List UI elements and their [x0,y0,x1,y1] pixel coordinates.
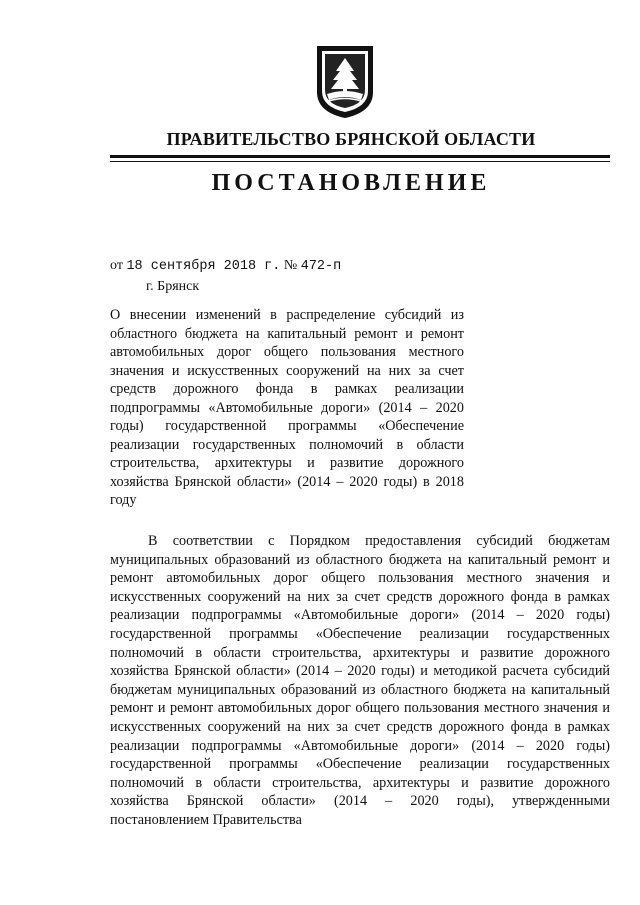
date-prefix: от [110,258,123,273]
document-body: В соответствии с Порядком предоставления субсидий бюджетам муниципальных образований из областного бюджета на капитальный ремонт и ремонт автомобильных дорог общего пользования местного значения и искусственных сооружений на них за счет средств дорожного фонда в рамках реализации подпрограммы «Автомобильные дороги» (2014 – 2020 годы) государственной программы «Обеспечение реализации государственных полномочий в области строительства, архитектуры и развитие дорожного хозяйства Брянской области» (2014 – 2020 годы) и методикой расчета субсидий бюджетам муниципальных образований из областного бюджета на капитальный ремонт и ремонт автомобильных дорог общего пользования местного значения и искусственных сооружений на них за счет средств дорожного фонда в рамках реализации подпрограммы «Автомобильные дороги» (2014 – 2020 годы) государственной программы «Обеспечение реализации государственных полномочий в области строительства, архитектуры и развитие дорожного хозяйства Брянской области» (2014 – 2020 годы), утвержденными постановлением Правительства [110,533,610,828]
document-city: г. Брянск [146,279,200,294]
government-title: ПРАВИТЕЛЬСТВО БРЯНСКОЙ ОБЛАСТИ [166,129,536,149]
document-subject: О внесении изменений в распределение субсидий из областного бюджета на капитальный ремонт и ремонт автомобильных дорог общего пользования местного значения и искусственных сооружений на них за счет средств дорожного фонда в рамках реализации подпрограммы «Автомобильные дороги» (2014 – 2020 годы) государственной программы «Обеспечение реализации государственных полномочий в области строительства, архитектуры и развитие дорожного хозяйства Брянской области» (2014 – 2020 годы) в 2018 году [110,307,464,508]
number-sign: № [283,258,298,273]
document-number: 472-п [300,259,342,274]
header-rule-thick [110,155,610,158]
document-date: 18 сентября 2018 г. [126,259,281,274]
coat-of-arms-icon [314,44,376,120]
document-type-title: ПОСТАНОВЛЕНИЕ [211,170,491,196]
header-rule-thin [110,161,610,162]
date-number-line [110,258,341,274]
